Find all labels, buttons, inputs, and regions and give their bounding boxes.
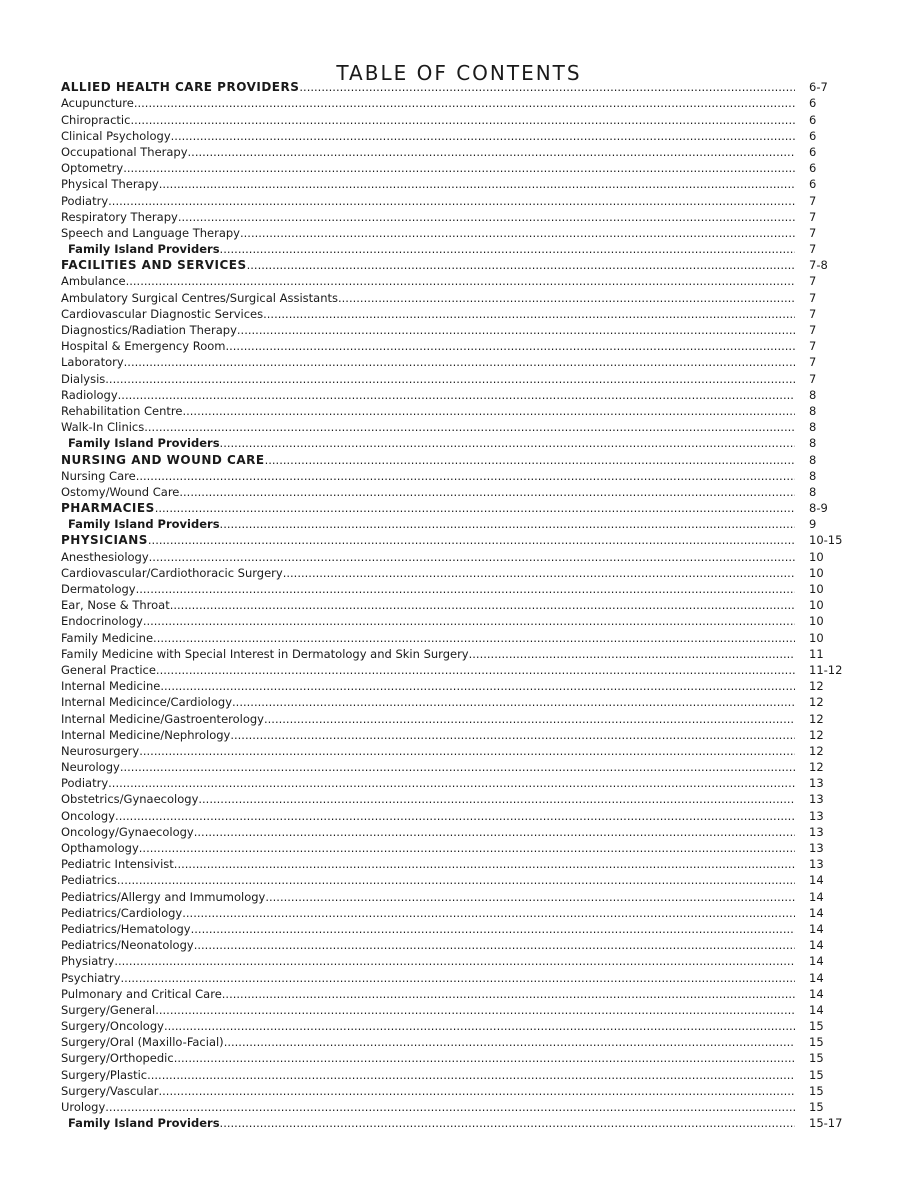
toc-entry-label: Internal Medicince/Cardiology <box>61 695 233 710</box>
toc-entry-label: Occupational Therapy <box>61 144 188 159</box>
toc-entry-page: 14 <box>809 921 824 936</box>
toc-entry-label: Surgery/Plastic <box>61 1067 148 1082</box>
toc-entry-label: Radiology <box>61 387 118 402</box>
toc-subsection-entry <box>61 1114 851 1130</box>
toc-entry-label: Internal Medicine/Nephrology <box>61 727 231 742</box>
dot-leader <box>237 323 795 337</box>
toc-entry-label: Surgery/Vascular <box>61 1083 159 1098</box>
toc-entry-label: Surgery/Oral (Maxillo-Facial) <box>61 1035 224 1050</box>
dot-leader <box>153 631 795 645</box>
toc-entry-label: Surgery/Oncology <box>61 1019 164 1034</box>
toc-entry-label: Surgery/Orthopedic <box>61 1051 174 1066</box>
toc-entry-page: 13 <box>809 824 824 839</box>
toc-entry-label: Clinical Psychology <box>61 128 171 143</box>
toc-entry <box>61 272 851 288</box>
dot-leader <box>220 517 795 531</box>
dot-leader <box>232 695 795 709</box>
toc-entry <box>61 208 851 224</box>
toc-entry-label: Opthamology <box>61 841 139 855</box>
toc-entry-page: 9 <box>809 517 817 532</box>
toc-entry-label: Pediatrics <box>61 873 117 888</box>
toc-entry <box>61 596 851 612</box>
dot-leader <box>240 226 795 240</box>
dot-leader <box>224 1035 795 1049</box>
dot-leader <box>265 453 795 467</box>
toc-entry-page: 6 <box>809 161 817 176</box>
toc-entry <box>61 1033 851 1049</box>
toc-entry-label: Pulmonary and Critical Care <box>61 986 222 1001</box>
toc-entry <box>61 628 851 644</box>
toc-entry <box>61 806 851 822</box>
toc-entry <box>61 887 851 903</box>
toc-entry-label: Physical Therapy <box>61 177 159 192</box>
toc-entry-label: Diagnostics/Radiation Therapy <box>61 323 237 337</box>
toc-entry-page: 11-12 <box>809 662 843 677</box>
toc-entry <box>61 661 851 677</box>
toc-entry-page: 14 <box>809 1002 824 1017</box>
toc-entry-label: Neurology <box>61 760 120 775</box>
dot-leader <box>148 533 795 547</box>
dot-leader <box>143 614 795 628</box>
dot-leader <box>194 938 795 952</box>
toc-entry <box>61 305 851 321</box>
dot-leader <box>283 566 795 580</box>
toc-entry <box>61 742 851 758</box>
dot-leader <box>170 598 795 612</box>
dot-leader <box>299 80 795 94</box>
toc-entry-page: 6 <box>809 96 817 111</box>
dot-leader <box>338 291 795 305</box>
toc-entry-page: 7 <box>809 290 817 305</box>
toc-entry-page: 10 <box>809 614 824 629</box>
toc-entry-label: Cardiovascular Diagnostic Services <box>61 306 264 321</box>
toc-entry-page: 8 <box>809 484 817 499</box>
dot-leader <box>126 274 795 288</box>
toc-entry-page: 6-7 <box>809 80 828 95</box>
toc-entry <box>61 823 851 839</box>
dot-leader <box>182 906 795 920</box>
toc-entry-label: Anesthesiology <box>61 549 149 564</box>
toc-entry <box>61 612 851 628</box>
toc-entry-page: 7 <box>809 242 817 257</box>
toc-entry-page: 13 <box>809 792 824 807</box>
toc-entry-page: 7 <box>809 371 817 386</box>
toc-entry-page: 7-8 <box>809 258 828 273</box>
dot-leader <box>159 177 795 191</box>
toc-entry-page: 15 <box>809 1019 824 1034</box>
toc-entry <box>61 774 851 790</box>
dot-leader <box>194 825 795 839</box>
toc-entry-page: 6 <box>809 128 817 143</box>
toc-entry-label: Oncology/Gynaecology <box>61 824 194 839</box>
toc-entry <box>61 467 851 483</box>
toc-entry-page: 13 <box>809 841 824 855</box>
dot-leader <box>191 922 795 936</box>
toc-entry-label: PHARMACIES <box>61 501 155 516</box>
toc-entry <box>61 1001 851 1017</box>
toc-entry-page: 7 <box>809 193 817 208</box>
toc-entry <box>61 418 851 434</box>
toc-entry-label: Pediatrics/Neonatology <box>61 938 194 953</box>
toc-section-header <box>61 450 851 466</box>
toc-entry-page: 12 <box>809 711 824 726</box>
toc-entry <box>61 645 851 661</box>
toc-entry-label: Dermatology <box>61 582 136 596</box>
toc-entry-label: Podiatry <box>61 193 109 208</box>
toc-subsection-entry <box>61 515 851 531</box>
dot-leader <box>124 355 795 369</box>
toc-entry-page: 14 <box>809 905 824 920</box>
toc-entry-page: 7 <box>809 355 817 370</box>
dot-leader <box>220 436 795 450</box>
dot-leader <box>159 1084 796 1098</box>
dot-leader <box>105 372 795 386</box>
toc-entry-page: 14 <box>809 970 824 985</box>
toc-entry-page: 13 <box>809 808 824 823</box>
dot-leader <box>198 792 795 806</box>
dot-leader <box>263 307 795 321</box>
toc-subsection-entry <box>61 434 851 450</box>
dot-leader <box>164 1019 795 1033</box>
toc-section-header <box>61 78 851 94</box>
toc-entry <box>61 758 851 774</box>
toc-entry-label: Pediatrics/Hematology <box>61 921 191 936</box>
toc-entry-label: Cardiovascular/Cardiothoracic Surgery <box>61 565 283 580</box>
toc-entry-page: 6 <box>809 144 817 159</box>
toc-entry-label: Family Island Providers <box>68 1116 220 1131</box>
toc-entry-label: Oncology <box>61 808 116 823</box>
toc-entry-label: Ear, Nose & Throat <box>61 598 170 613</box>
dot-leader <box>117 873 795 887</box>
toc-entry <box>61 920 851 936</box>
toc-entry-page: 7 <box>809 274 817 289</box>
toc-entry <box>61 175 851 191</box>
toc-entry <box>61 855 851 871</box>
dot-leader <box>155 1003 795 1017</box>
toc-entry-page: 15 <box>809 1100 824 1114</box>
toc-entry <box>61 1082 851 1098</box>
toc-entry-page: 7 <box>809 323 817 337</box>
dot-leader <box>136 582 795 596</box>
toc-entry-label: Internal Medicine <box>61 679 161 694</box>
table-of-contents <box>61 78 851 1130</box>
toc-entry <box>61 353 851 369</box>
toc-entry-label: Walk-In Clinics <box>61 420 145 435</box>
toc-entry-page: 8 <box>809 403 817 418</box>
toc-entry <box>61 321 851 337</box>
toc-entry-label: Laboratory <box>61 355 124 370</box>
toc-entry-page: 13 <box>809 857 824 872</box>
toc-entry-label: Family Island Providers <box>68 517 220 532</box>
toc-entry-label: Internal Medicine/Gastroenterology <box>61 711 264 726</box>
toc-entry-label: Speech and Language Therapy <box>61 225 240 240</box>
toc-entry-page: 14 <box>809 954 824 969</box>
toc-entry-page: 15-17 <box>809 1116 843 1131</box>
toc-entry-label: Surgery/General <box>61 1002 156 1017</box>
dot-leader <box>171 129 795 143</box>
dot-leader <box>130 113 795 127</box>
dot-leader <box>136 469 795 483</box>
toc-entry <box>61 1017 851 1033</box>
toc-entry <box>61 904 851 920</box>
dot-leader <box>188 145 795 159</box>
toc-entry-page: 8 <box>809 436 817 451</box>
toc-entry-label: Pediatric Intensivist <box>61 857 174 872</box>
toc-entry-page: 10 <box>809 549 824 564</box>
toc-entry <box>61 871 851 887</box>
dot-leader <box>123 161 795 175</box>
toc-entry <box>61 159 851 175</box>
dot-leader <box>108 194 795 208</box>
toc-entry-page: 14 <box>809 873 824 888</box>
toc-entry <box>61 1065 851 1081</box>
toc-entry-page: 14 <box>809 938 824 953</box>
toc-entry-label: Optometry <box>61 161 124 176</box>
toc-entry <box>61 337 851 353</box>
toc-section-header <box>61 531 851 547</box>
toc-entry-page: 10 <box>809 582 824 596</box>
toc-entry <box>61 94 851 110</box>
toc-entry-page: 15 <box>809 1051 824 1066</box>
toc-entry-label: Podiatry <box>61 776 109 791</box>
toc-entry-page: 10 <box>809 630 824 645</box>
toc-entry-label: Nursing Care <box>61 468 136 483</box>
toc-entry-label: Pediatrics/Allergy and Immumology <box>61 889 266 904</box>
toc-entry-label: Ostomy/Wound Care <box>61 484 180 499</box>
toc-entry <box>61 952 851 968</box>
dot-leader <box>247 258 795 272</box>
dot-leader <box>174 857 795 871</box>
toc-entry <box>61 1098 851 1114</box>
toc-entry <box>61 402 851 418</box>
toc-entry <box>61 127 851 143</box>
toc-entry-page: 14 <box>809 986 824 1001</box>
toc-entry-page: 13 <box>809 776 824 791</box>
dot-leader <box>118 388 795 402</box>
toc-entry-label: Psychiatry <box>61 970 121 985</box>
toc-entry <box>61 709 851 725</box>
toc-entry <box>61 968 851 984</box>
dot-leader <box>115 809 795 823</box>
dot-leader <box>120 971 795 985</box>
dot-leader <box>149 550 795 564</box>
dot-leader <box>265 890 795 904</box>
toc-entry-label: Respiratory Therapy <box>61 209 178 224</box>
toc-entry-label: Urology <box>61 1100 106 1114</box>
toc-entry-label: Pediatrics/Cardiology <box>61 905 183 920</box>
toc-entry-label: NURSING AND WOUND CARE <box>61 452 265 467</box>
toc-entry-label: Ambulance <box>61 274 126 289</box>
toc-entry-label: ALLIED HEALTH CARE PROVIDERS <box>61 80 300 95</box>
toc-entry-page: 8 <box>809 452 817 467</box>
toc-entry <box>61 580 851 596</box>
toc-entry <box>61 564 851 580</box>
dot-leader <box>105 1100 795 1114</box>
toc-entry-page: 12 <box>809 679 824 694</box>
dot-leader <box>220 1116 795 1130</box>
toc-entry-page: 6 <box>809 112 817 127</box>
dot-leader <box>114 954 795 968</box>
dot-leader <box>179 485 795 499</box>
toc-entry <box>61 224 851 240</box>
toc-entry-label: Acupuncture <box>61 96 134 111</box>
toc-entry-page: 7 <box>809 225 817 240</box>
dot-leader <box>225 339 795 353</box>
dot-leader <box>220 242 795 256</box>
toc-entry-page: 12 <box>809 743 824 758</box>
toc-entry <box>61 726 851 742</box>
toc-entry <box>61 191 851 207</box>
toc-entry-label: Family Island Providers <box>68 242 220 257</box>
dot-leader <box>160 679 795 693</box>
dot-leader <box>222 987 795 1001</box>
dot-leader <box>264 712 795 726</box>
toc-entry-label: FACILITIES AND SERVICES <box>61 258 247 273</box>
toc-entry-page: 8 <box>809 387 817 402</box>
toc-entry-label: Family Medicine with Special Interest in Dermatology and Skin Surgery <box>61 646 469 661</box>
toc-entry-label: Hospital & Emergency Room <box>61 339 226 354</box>
toc-entry-page: 12 <box>809 727 824 742</box>
toc-entry-page: 15 <box>809 1035 824 1050</box>
toc-entry <box>61 110 851 126</box>
toc-entry-page: 12 <box>809 695 824 710</box>
page-title: TABLE OF CONTENTS <box>336 61 582 86</box>
toc-entry-page: 7 <box>809 339 817 354</box>
toc-section-header <box>61 499 851 515</box>
toc-entry <box>61 288 851 304</box>
toc-entry-page: 12 <box>809 760 824 775</box>
toc-entry-page: 10 <box>809 598 824 613</box>
toc-entry-page: 11 <box>809 646 824 661</box>
toc-entry-page: 15 <box>809 1067 824 1082</box>
dot-leader <box>139 841 795 855</box>
toc-entry <box>61 547 851 563</box>
toc-entry <box>61 985 851 1001</box>
toc-entry-label: Ambulatory Surgical Centres/Surgical Assistants <box>61 290 338 305</box>
toc-entry-page: 8 <box>809 420 817 435</box>
toc-entry-page: 8-9 <box>809 501 828 516</box>
dot-leader <box>156 663 795 677</box>
toc-entry-page: 8 <box>809 468 817 483</box>
dot-leader <box>120 760 795 774</box>
toc-entry-label: Neurosurgery <box>61 743 140 758</box>
toc-entry-page: 7 <box>809 306 817 321</box>
toc-entry-label: Rehabilitation Centre <box>61 403 183 418</box>
dot-leader <box>134 96 795 110</box>
toc-entry-page: 7 <box>809 209 817 224</box>
toc-entry-label: Family Island Providers <box>68 436 220 451</box>
dot-leader <box>139 744 795 758</box>
toc-entry-label: Obstetrics/Gynaecology <box>61 792 199 807</box>
toc-entry <box>61 693 851 709</box>
dot-leader <box>178 210 795 224</box>
dot-leader <box>182 404 795 418</box>
toc-entry-label: Chiropractic <box>61 112 131 127</box>
dot-leader <box>108 776 795 790</box>
toc-entry-label: General Practice <box>61 662 156 677</box>
dot-leader <box>147 1068 795 1082</box>
toc-entry-page: 6 <box>809 177 817 192</box>
toc-entry-label: Family Medicine <box>61 630 154 645</box>
toc-entry <box>61 386 851 402</box>
toc-entry-page: 10 <box>809 565 824 580</box>
toc-entry <box>61 677 851 693</box>
dot-leader <box>469 647 795 661</box>
dot-leader <box>155 501 795 515</box>
toc-subsection-entry <box>61 240 851 256</box>
toc-entry-page: 15 <box>809 1083 824 1098</box>
dot-leader <box>144 420 795 434</box>
toc-entry-page: 10-15 <box>809 533 843 548</box>
toc-entry-label: Physiatry <box>61 954 115 969</box>
toc-entry <box>61 143 851 159</box>
toc-entry-label: Endocrinology <box>61 614 143 629</box>
toc-entry-label: Dialysis <box>61 371 106 386</box>
toc-entry <box>61 936 851 952</box>
toc-entry-page: 14 <box>809 889 824 904</box>
toc-entry <box>61 839 851 855</box>
toc-entry <box>61 369 851 385</box>
toc-section-header <box>61 256 851 272</box>
toc-entry <box>61 483 851 499</box>
dot-leader <box>230 728 795 742</box>
toc-entry <box>61 1049 851 1065</box>
toc-entry-label: PHYSICIANS <box>61 533 148 548</box>
toc-entry <box>61 790 851 806</box>
dot-leader <box>174 1051 795 1065</box>
